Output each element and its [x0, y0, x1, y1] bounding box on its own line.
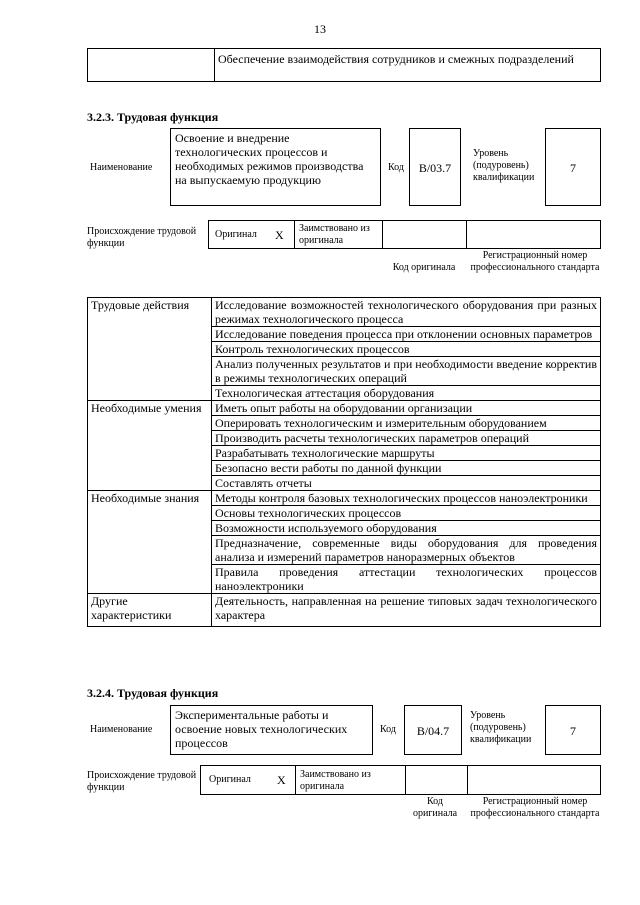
table-cell: Предназначение, современные виды оборудования для проведения анализа и измерений параметров наноразмерных объектов: [212, 536, 601, 565]
table-cell: Анализ полученных результатов и при необходимости введение корректив в режимы технологических операций: [212, 357, 601, 386]
table-row: [88, 298, 601, 327]
table-cell: Производить расчеты технологических параметров операций: [212, 431, 601, 446]
name-value-323: Освоение и внедрение технологических процессов и необходимых режимов производства на выпускаемую продукцию: [170, 128, 381, 206]
origin-row-324: [200, 765, 601, 795]
table-cell: Безопасно вести работы по данной функции: [212, 461, 601, 476]
code-value-323: В/03.7: [409, 128, 461, 206]
borrowed-label-324: Заимствовано из оригинала: [300, 769, 371, 792]
original-mark-324: X: [277, 773, 286, 787]
original-label-323: Оригинал: [215, 229, 257, 240]
origin-divider-2-324: [405, 766, 406, 794]
table-cell: Оперировать технологическим и измерительным оборудованием: [212, 416, 601, 431]
table-cell: Основы технологических процессов: [212, 506, 601, 521]
origin-row-323: [208, 220, 601, 249]
table-cell: Правила проведения аттестации технологических процессов наноэлектроники: [212, 565, 601, 594]
table-cell: Составлять отчеты: [212, 476, 601, 491]
section-header-other: Другие характеристики: [88, 594, 212, 627]
table-cell: Иметь опыт работы на оборудовании организации: [212, 401, 601, 416]
origin-divider-3-323: [466, 221, 467, 248]
table-cell: Исследование возможностей технологического оборудования при разных режимах технологического процесса: [212, 298, 601, 327]
table-cell: Возможности используемого оборудования: [212, 521, 601, 536]
table-row: [88, 401, 601, 416]
section-heading-324: 3.2.4. Трудовая функция: [87, 686, 219, 700]
page-number: 13: [314, 22, 326, 36]
code-label-323: Код: [388, 162, 404, 173]
code-original-caption-324: Код оригинала: [412, 796, 458, 819]
origin-divider-2-323: [382, 221, 383, 248]
table-cell: Исследование поведения процесса при отклонении основных параметров: [212, 327, 601, 342]
level-value-323: 7: [545, 128, 601, 206]
continuation-row-header: [88, 49, 215, 81]
section-header-skills: Необходимые умения: [88, 401, 212, 491]
table-cell: Деятельность, направленная на решение типовых задач технологического характера: [212, 594, 601, 627]
table-row: [88, 491, 601, 506]
reg-number-caption-324: Регистрационный номер профессионального стандарта: [470, 796, 600, 819]
section-header-knowledge: Необходимые знания: [88, 491, 212, 594]
continuation-row: [87, 48, 601, 82]
origin-divider-3-324: [467, 766, 468, 794]
table-cell: Контроль технологических процессов: [212, 342, 601, 357]
level-value-324: 7: [545, 705, 601, 755]
name-value-324: Экспериментальные работы и освоение новых технологических процессов: [170, 705, 373, 755]
borrowed-label-323: Заимствовано из оригинала: [299, 223, 370, 246]
origin-label-324: Происхождение трудовой функции: [87, 770, 197, 793]
table-cell: Методы контроля базовых технологических процессов наноэлектроники: [212, 491, 601, 506]
original-label-324: Оригинал: [209, 774, 251, 785]
level-label-324: Уровень (подуровень) квалификации: [470, 710, 532, 745]
origin-label-323: Происхождение трудовой функции: [87, 226, 197, 249]
code-value-324: В/04.7: [404, 705, 462, 755]
code-label-324: Код: [380, 724, 396, 735]
level-label-323: Уровень (подуровень) квалификации: [473, 148, 535, 183]
section-heading-323: 3.2.3. Трудовая функция: [87, 110, 219, 124]
name-label-324: Наименование: [90, 724, 153, 735]
reg-number-caption-323: Регистрационный номер профессионального стандарта: [470, 250, 600, 273]
origin-divider-1-324: [295, 766, 296, 794]
table-cell: Разрабатывать технологические маршруты: [212, 446, 601, 461]
table-row: [88, 594, 601, 627]
continuation-row-text: Обеспечение взаимодействия сотрудников и смежных подразделений: [218, 52, 574, 66]
name-label-323: Наименование: [90, 162, 153, 173]
section-header-actions: Трудовые действия: [88, 298, 212, 401]
labor-function-table: [87, 297, 601, 627]
origin-divider-1-323: [294, 221, 295, 248]
table-cell: Технологическая аттестация оборудования: [212, 386, 601, 401]
code-original-caption-323: Код оригинала: [392, 262, 456, 273]
original-mark-323: X: [275, 228, 284, 242]
